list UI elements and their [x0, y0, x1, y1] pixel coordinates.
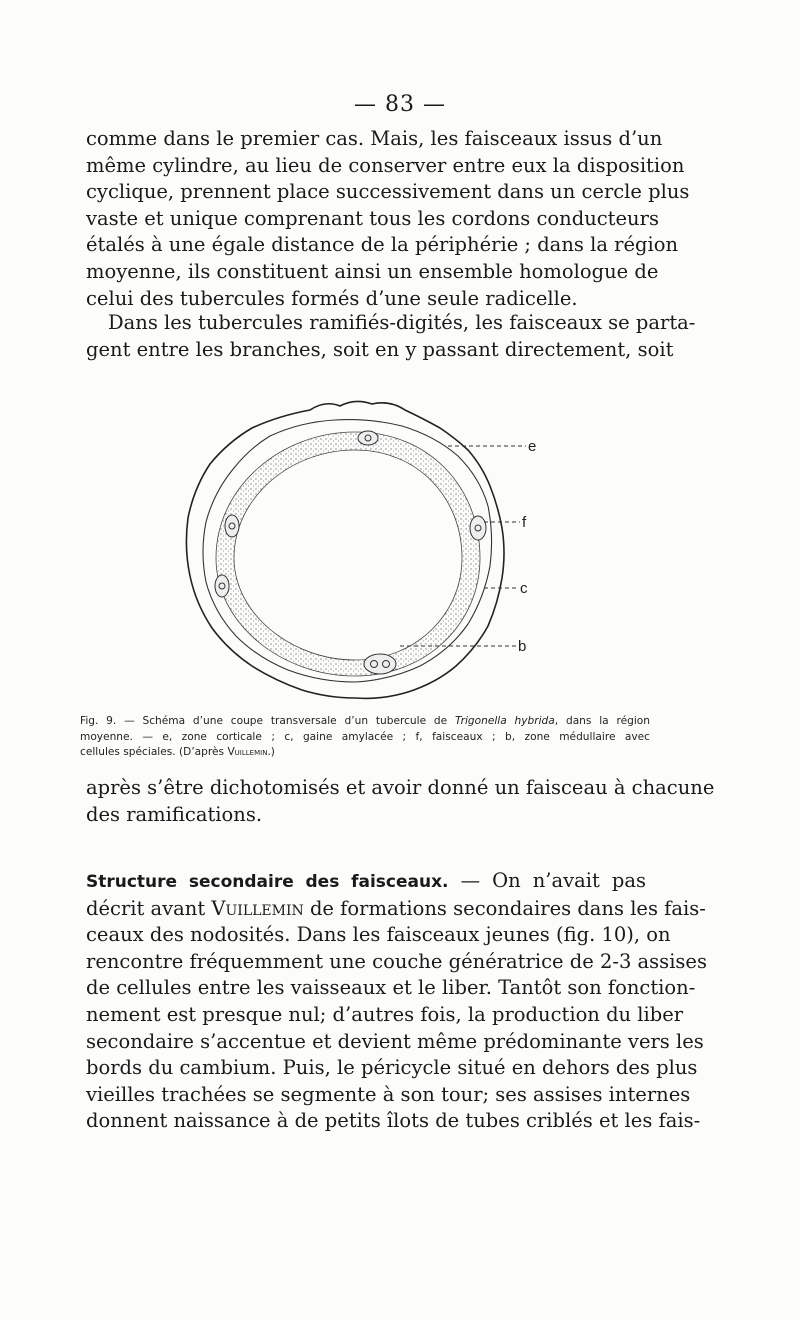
- label-f: f: [522, 514, 527, 531]
- text-line: Dans les tubercules ramifiés-digités, les faisceaux se parta-: [108, 311, 696, 334]
- text-line: gent entre les branches, soit en y passant directement, soit: [86, 337, 674, 361]
- text-fragment: décrit avant: [86, 896, 212, 920]
- caption-line: moyenne. — e, zone corticale ; c, gaine amylacée ; f, faisceaux ; b, zone médullaire avec: [80, 730, 650, 743]
- text-line: nement est presque nul; d’autres fois, la production du liber: [86, 1002, 684, 1026]
- paragraph-4: [86, 868, 707, 1135]
- figure-caption: [80, 714, 650, 761]
- author-name: Vuillemin: [211, 896, 304, 920]
- label-c: c: [520, 580, 528, 597]
- text-line: vaste et unique comprenant tous les cordons conducteurs: [86, 206, 659, 230]
- author-name: Vuillemin: [227, 746, 268, 758]
- text-fragment: de formations secondaires dans les fais-: [303, 896, 706, 920]
- label-e: e: [528, 438, 537, 455]
- label-b: b: [518, 638, 527, 655]
- text-line: des ramifications.: [86, 802, 263, 826]
- text-line: [86, 896, 706, 923]
- figure-9-diagram: [150, 388, 570, 708]
- text-line: cyclique, prennent place successivement dans un cercle plus: [86, 180, 690, 204]
- tuber-cross-section-illustration: [150, 388, 570, 708]
- paragraph-3: [86, 775, 715, 828]
- text-line: moyenne, ils constituent ainsi un ensemble homologue de: [86, 259, 659, 283]
- text-line: étalés à une égale distance de la périphérie ; dans la région: [86, 233, 679, 257]
- caption-text: .): [267, 746, 275, 758]
- page-number: — 83 —: [354, 92, 446, 117]
- caption-text: , dans la région: [554, 715, 650, 727]
- text-line: donnent naissance à de petits îlots de tubes criblés et les fais-: [86, 1109, 701, 1133]
- text-line: rencontre fréquemment une couche génératrice de 2-3 assises: [86, 949, 707, 973]
- caption-line: [80, 745, 650, 761]
- caption-text: Fig. 9. — Schéma d’une coupe transversale d’un tubercule de: [80, 715, 455, 727]
- cortex-inner-line: [203, 420, 492, 682]
- text-line: même cylindre, au lieu de conserver entre eux la disposition: [86, 153, 685, 177]
- text-line: après s’être dichotomisés et avoir donné un faisceau à chacune: [86, 776, 715, 799]
- text-line: [86, 868, 646, 896]
- caption-text: cellules spéciales. (D’après: [80, 746, 228, 758]
- section-heading: Structure secondaire des faisceaux.: [86, 872, 449, 892]
- text-fragment: — On n’avait pas: [448, 869, 646, 892]
- text-line: celui des tubercules formés d’une seule radicelle.: [86, 286, 578, 310]
- paragraph-1: [86, 126, 690, 312]
- text-line: comme dans le premier cas. Mais, les faisceaux issus d’un: [86, 127, 663, 150]
- text-line: de cellules entre les vaisseaux et le liber. Tantôt son fonction-: [86, 976, 696, 1000]
- starch-sheath-ring: [216, 432, 480, 676]
- text-line: ceaux des nodosités. Dans les faisceaux jeunes (fig. 10), on: [86, 923, 671, 947]
- text-line: secondaire s’accentue et devient même prédominante vers les: [86, 1029, 704, 1053]
- caption-line: [80, 714, 650, 730]
- species-name: Trigonella hybrida: [454, 715, 555, 727]
- paragraph-2: [86, 310, 696, 363]
- text-line: vieilles trachées se segmente à son tour; ses assises internes: [86, 1082, 691, 1106]
- text-line: bords du cambium. Puis, le péricycle situé en dehors des plus: [86, 1056, 698, 1080]
